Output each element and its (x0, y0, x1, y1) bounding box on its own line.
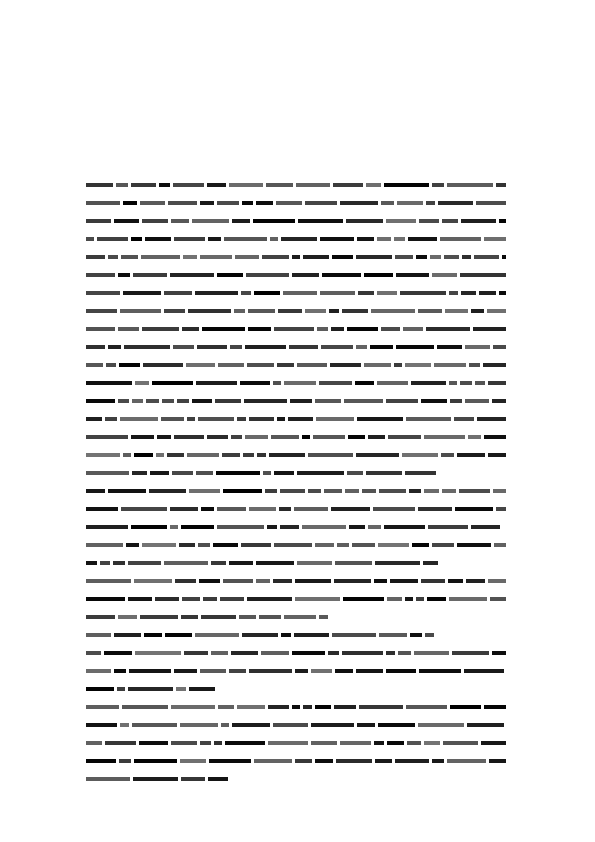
text-line (86, 662, 514, 680)
text-line (86, 500, 514, 518)
paragraph-p1 (86, 176, 514, 482)
text-line (86, 608, 514, 626)
text-line (86, 410, 514, 428)
text-line (86, 770, 514, 788)
text-line (86, 554, 514, 572)
text-line (86, 464, 514, 482)
text-line (86, 302, 514, 320)
text-line (86, 698, 514, 716)
text-line (86, 194, 514, 212)
text-line (86, 572, 514, 590)
text-line (86, 230, 514, 248)
text-line (86, 392, 514, 410)
paragraph-p2 (86, 482, 514, 572)
text-line (86, 446, 514, 464)
text-line (86, 374, 514, 392)
text-line (86, 356, 514, 374)
text-line (86, 734, 514, 752)
paragraph-p6 (86, 698, 514, 788)
paragraph-p4 (86, 626, 514, 644)
text-line (86, 338, 514, 356)
text-line (86, 248, 514, 266)
text-line (86, 176, 514, 194)
text-line (86, 716, 514, 734)
text-line (86, 266, 514, 284)
text-line (86, 644, 514, 662)
paragraph-p3 (86, 572, 514, 626)
text-line (86, 536, 514, 554)
text-line (86, 482, 514, 500)
text-line (86, 428, 514, 446)
text-line (86, 590, 514, 608)
text-line (86, 752, 514, 770)
text-line (86, 320, 514, 338)
text-line (86, 284, 514, 302)
text-line (86, 680, 514, 698)
body-text (86, 176, 514, 788)
text-line (86, 518, 514, 536)
paragraph-p5 (86, 644, 514, 698)
text-line (86, 626, 514, 644)
text-line (86, 212, 514, 230)
